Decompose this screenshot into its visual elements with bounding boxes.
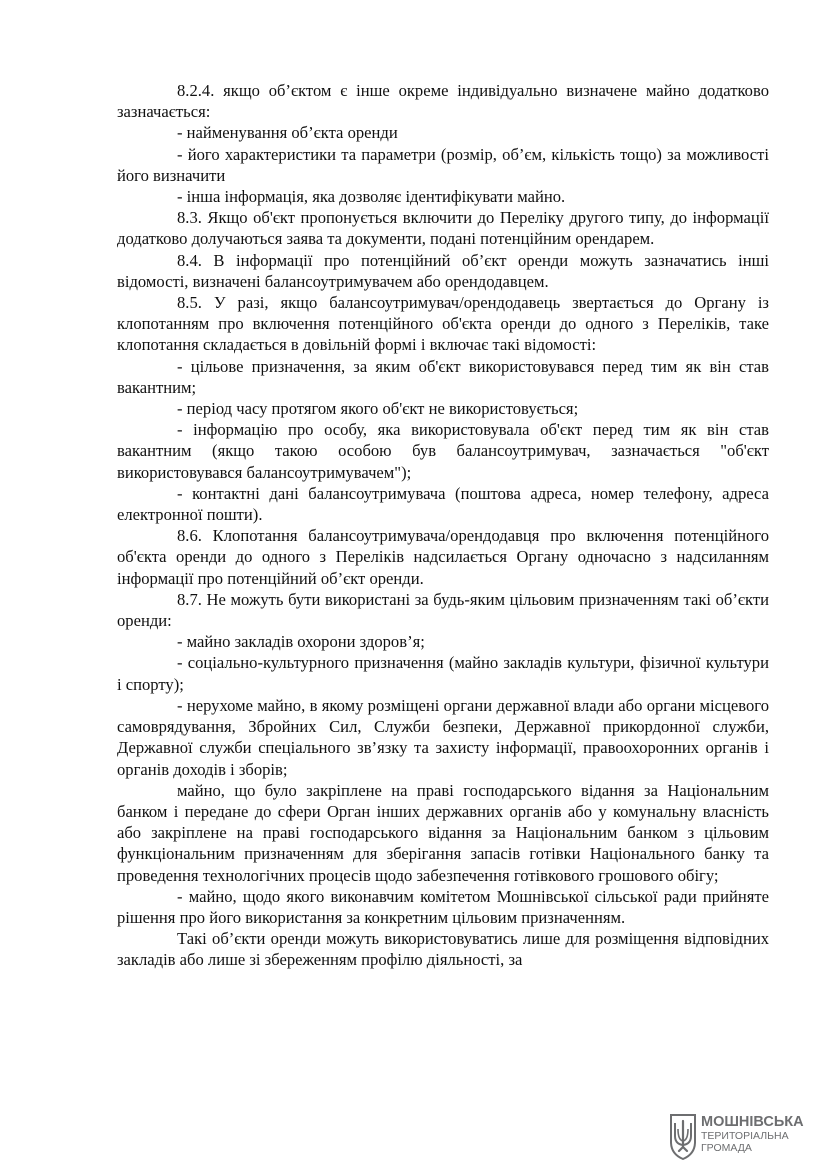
list-item: - контактні дані балансоутримувача (поштова адреса, номер телефону, адреса електронної пошти).	[117, 483, 769, 525]
logo-subtitle-2: ГРОМАДА	[701, 1142, 752, 1154]
community-logo	[668, 1112, 818, 1162]
list-item: - нерухоме майно, в якому розміщені органи державної влади або органи місцевого самоврядування, Збройних Сил, Служби безпеки, Державної прикордонної служби, Державної служби спеціального зв’язку та захисту інформації, правоохоронних органів і органів доходів і зборів;	[117, 695, 769, 779]
list-item: майно, що було закріплене на праві господарського відання за Національним банком і передане до сфери Орган інших державних органів або у комунальну власність або закріплене на праві господарського відання за Національним банком з цільовим функціональним призначенням для зберігання запасів готівки Національного банку та проведення технологічних процесів щодо забезпечення готівкового грошового обігу;	[117, 780, 769, 885]
list-item: - інша інформація, яка дозволяє ідентифікувати майно.	[177, 187, 566, 207]
paragraph-8-3: 8.3. Якщо об'єкт пропонується включити до Переліку другого типу, до інформації додатково долучаються заява та документи, подані потенційним орендарем.	[117, 208, 769, 249]
list-item: - соціально-культурного призначення (майно закладів культури, фізичної культури і спорту);	[117, 653, 769, 694]
trident-icon	[668, 1112, 698, 1160]
logo-text	[701, 1114, 804, 1154]
paragraph-8-4: 8.4. В інформації про потенційний об’єкт оренди можуть зазначатись інші відомості, визначені балансоутримувачем або орендодавцем.	[117, 250, 769, 291]
list-item: - майно, щодо якого виконавчим комітетом Мошнівської сільської ради прийняте рішення про його використання за конкретним цільовим призначенням.	[117, 886, 769, 927]
logo-title: МОШНІВСЬКА	[701, 1114, 804, 1130]
list-item: - інформацію про особу, яка використовувала об'єкт перед тим як він став вакантним (якщо такою особою був балансоутримувач, зазначається "об'єкт використовувався балансоутримувачем");	[117, 420, 769, 482]
paragraph-8-2-4: 8.2.4. якщо об’єктом є інше окреме індивідуально визначене майно додатково зазначається:	[117, 81, 769, 122]
list-item: - період часу протягом якого об'єкт не використовується;	[177, 399, 579, 419]
list-item: - майно закладів охорони здоров’я;	[177, 632, 425, 652]
paragraph-8-5: 8.5. У разі, якщо балансоутримувач/орендодавець звертається до Органу із клопотанням про включення потенційного об'єкта оренди до одного з Переліків, таке клопотання складається в довільній формі і включає такі відомості:	[117, 293, 769, 355]
list-item: - цільове призначення, за яким об'єкт використовувався перед тим як він став вакантним;	[117, 356, 769, 397]
paragraph-closing: Такі об’єкти оренди можуть використовуватись лише для розміщення відповідних закладів або лише зі збереженням профілю діяльності, за	[117, 929, 769, 970]
paragraph-8-7: 8.7. Не можуть бути використані за будь-яким цільовим призначенням такі об’єкти оренди:	[117, 589, 769, 631]
logo-subtitle: ТЕРИТОРІАЛЬНА	[701, 1130, 789, 1142]
document-body	[117, 80, 769, 971]
list-item: - найменування об’єкта оренди	[177, 123, 398, 143]
list-item: - його характеристики та параметри (розмір, об’єм, кількість тощо) за можливості його визначити	[117, 144, 769, 185]
paragraph-8-6: 8.6. Клопотання балансоутримувача/орендодавця про включення потенційного об'єкта оренди до одного з Переліків надсилається Органу одночасно з надсиланням інформації про потенційний об’єкт оренди.	[117, 526, 769, 588]
